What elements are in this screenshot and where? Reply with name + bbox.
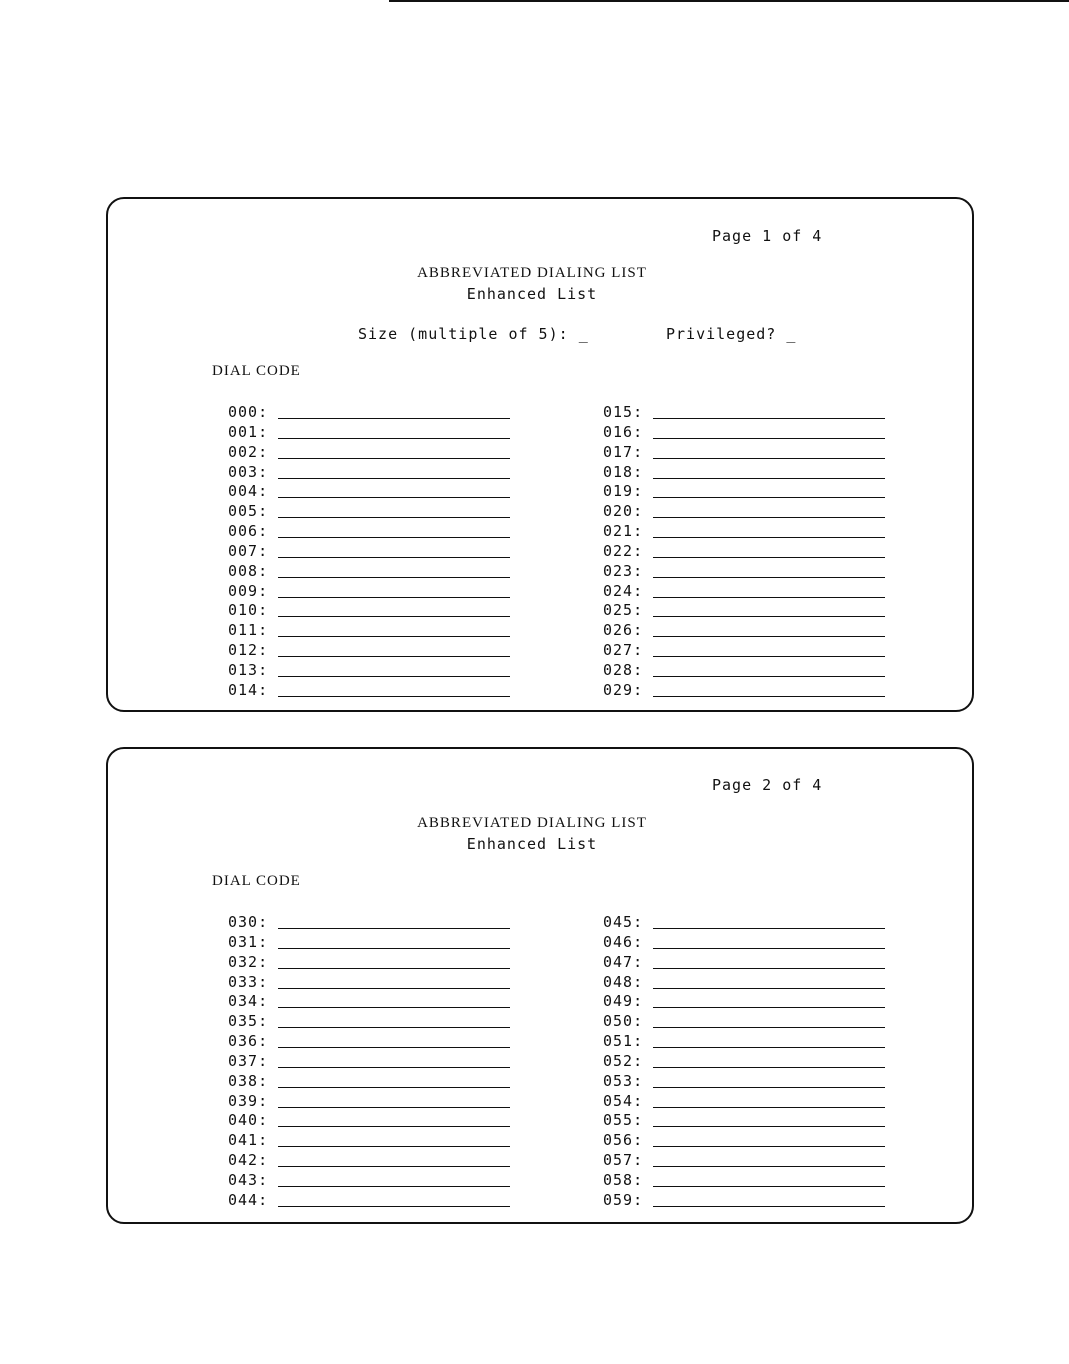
number-entry-line[interactable] xyxy=(653,696,885,697)
dial-code-label: 040: xyxy=(228,1111,269,1130)
number-entry-line[interactable] xyxy=(653,676,885,677)
number-entry-line[interactable] xyxy=(653,1087,885,1088)
number-entry-line[interactable] xyxy=(278,418,510,419)
privileged-label: Privileged? xyxy=(666,325,777,343)
number-entry-line[interactable] xyxy=(278,676,510,677)
dial-code-label: 054: xyxy=(603,1091,644,1110)
number-entry-line[interactable] xyxy=(278,1126,510,1127)
number-entry-line[interactable] xyxy=(278,928,510,929)
number-entry-line[interactable] xyxy=(653,438,885,439)
number-entry-line[interactable] xyxy=(653,636,885,637)
size-label: Size (multiple of 5): xyxy=(358,325,569,343)
number-entry-line[interactable] xyxy=(653,1126,885,1127)
dial-code-label: 050: xyxy=(603,1012,644,1031)
number-entry-line[interactable] xyxy=(653,1186,885,1187)
dial-code-label: 035: xyxy=(228,1012,269,1031)
number-entry-line[interactable] xyxy=(653,988,885,989)
number-entry-line[interactable] xyxy=(278,1067,510,1068)
dial-code-label: 058: xyxy=(603,1170,644,1189)
number-entry-line[interactable] xyxy=(653,1007,885,1008)
number-entry-line[interactable] xyxy=(653,1067,885,1068)
number-entry-line[interactable] xyxy=(278,557,510,558)
dial-code-label: 044: xyxy=(228,1190,269,1209)
dial-code-label: 010: xyxy=(228,601,269,620)
number-entry-line[interactable] xyxy=(278,537,510,538)
dial-code-label: 038: xyxy=(228,1071,269,1090)
number-entry-line[interactable] xyxy=(278,577,510,578)
dial-code-label: 014: xyxy=(228,680,269,699)
number-entry-line[interactable] xyxy=(278,1206,510,1207)
dial-code-label: 011: xyxy=(228,621,269,640)
dial-code-label: 048: xyxy=(603,972,644,991)
number-entry-line[interactable] xyxy=(653,968,885,969)
number-entry-line[interactable] xyxy=(653,1107,885,1108)
dial-code-label: 033: xyxy=(228,972,269,991)
dial-code-label: 013: xyxy=(228,660,269,679)
number-entry-line[interactable] xyxy=(278,616,510,617)
dial-code-label: 059: xyxy=(603,1190,644,1209)
dial-code-label: 022: xyxy=(603,541,644,560)
dial-code-label: 019: xyxy=(603,482,644,501)
number-entry-line[interactable] xyxy=(278,478,510,479)
dial-code-label: 029: xyxy=(603,680,644,699)
dialing-list-card-page-1 xyxy=(106,197,974,712)
number-entry-line[interactable] xyxy=(653,418,885,419)
number-entry-line[interactable] xyxy=(653,1027,885,1028)
dial-code-label: 003: xyxy=(228,462,269,481)
dial-code-label: 015: xyxy=(603,403,644,421)
number-entry-line[interactable] xyxy=(653,616,885,617)
dial-code-header: DIAL CODE xyxy=(212,873,301,889)
dial-code-label: 047: xyxy=(603,952,644,971)
dial-code-label: 055: xyxy=(603,1111,644,1130)
dial-code-label: 001: xyxy=(228,422,269,441)
dial-code-label: 049: xyxy=(603,992,644,1011)
dialing-list-card-page-2 xyxy=(106,747,974,1224)
dial-code-label: 043: xyxy=(228,1170,269,1189)
dial-code-label: 053: xyxy=(603,1071,644,1090)
number-entry-line[interactable] xyxy=(653,557,885,558)
number-entry-line[interactable] xyxy=(653,928,885,929)
number-entry-line[interactable] xyxy=(653,577,885,578)
number-entry-line[interactable] xyxy=(653,1146,885,1147)
page-label: Page 2 of 4 xyxy=(712,776,823,794)
list-subtitle: Enhanced List xyxy=(466,835,598,853)
number-entry-line[interactable] xyxy=(653,1166,885,1167)
dial-code-label: 005: xyxy=(228,502,269,521)
dial-code-label: 031: xyxy=(228,932,269,951)
number-entry-line[interactable] xyxy=(278,497,510,498)
number-entry-line[interactable] xyxy=(653,948,885,949)
number-entry-line[interactable] xyxy=(278,1087,510,1088)
number-entry-line[interactable] xyxy=(278,1027,510,1028)
number-entry-line[interactable] xyxy=(653,517,885,518)
number-entry-line[interactable] xyxy=(278,988,510,989)
dial-code-label: 006: xyxy=(228,522,269,541)
number-entry-line[interactable] xyxy=(278,438,510,439)
dial-code-label: 045: xyxy=(603,913,644,931)
number-entry-line[interactable] xyxy=(278,1146,510,1147)
dial-code-label: 007: xyxy=(228,541,269,560)
dial-code-label: 016: xyxy=(603,422,644,441)
size-field[interactable] xyxy=(358,325,589,343)
list-title: ABBREVIATED DIALING LIST xyxy=(417,265,647,281)
list-title: ABBREVIATED DIALING LIST xyxy=(417,815,647,831)
dial-code-label: 042: xyxy=(228,1151,269,1170)
dial-code-label: 039: xyxy=(228,1091,269,1110)
dial-code-label: 028: xyxy=(603,660,644,679)
number-entry-line[interactable] xyxy=(653,497,885,498)
number-entry-line[interactable] xyxy=(653,1206,885,1207)
dial-code-label: 020: xyxy=(603,502,644,521)
list-subtitle: Enhanced List xyxy=(466,285,598,303)
number-entry-line[interactable] xyxy=(278,636,510,637)
number-entry-line[interactable] xyxy=(278,1047,510,1048)
number-entry-line[interactable] xyxy=(653,458,885,459)
dial-code-label: 004: xyxy=(228,482,269,501)
privileged-value[interactable]: _ xyxy=(786,325,797,343)
dial-code-label: 027: xyxy=(603,641,644,660)
dial-code-label: 036: xyxy=(228,1032,269,1051)
number-entry-line[interactable] xyxy=(653,537,885,538)
dial-code-label: 023: xyxy=(603,561,644,580)
number-entry-line[interactable] xyxy=(653,656,885,657)
dial-code-label: 008: xyxy=(228,561,269,580)
dial-code-label: 056: xyxy=(603,1131,644,1150)
number-entry-line[interactable] xyxy=(278,1166,510,1167)
number-entry-line[interactable] xyxy=(278,968,510,969)
privileged-field[interactable] xyxy=(666,325,796,343)
dial-code-header: DIAL CODE xyxy=(212,363,301,379)
dial-code-label: 052: xyxy=(603,1051,644,1070)
dial-code-label: 030: xyxy=(228,913,269,931)
dial-code-label: 046: xyxy=(603,932,644,951)
dial-code-label: 002: xyxy=(228,442,269,461)
number-entry-line[interactable] xyxy=(278,948,510,949)
dial-code-label: 051: xyxy=(603,1032,644,1051)
number-entry-line[interactable] xyxy=(278,1186,510,1187)
dial-code-label: 017: xyxy=(603,442,644,461)
size-value[interactable]: _ xyxy=(578,325,589,343)
page-label: Page 1 of 4 xyxy=(712,227,823,245)
dial-code-label: 025: xyxy=(603,601,644,620)
dial-code-label: 032: xyxy=(228,952,269,971)
dial-code-label: 037: xyxy=(228,1051,269,1070)
dial-code-label: 012: xyxy=(228,641,269,660)
dial-code-label: 026: xyxy=(603,621,644,640)
number-entry-line[interactable] xyxy=(278,1007,510,1008)
dial-code-label: 021: xyxy=(603,522,644,541)
dial-code-label: 041: xyxy=(228,1131,269,1150)
number-entry-line[interactable] xyxy=(278,517,510,518)
dial-code-label: 024: xyxy=(603,581,644,600)
top-rule xyxy=(389,0,1069,2)
number-entry-line[interactable] xyxy=(278,696,510,697)
number-entry-line[interactable] xyxy=(278,656,510,657)
dial-code-label: 018: xyxy=(603,462,644,481)
number-entry-line[interactable] xyxy=(278,597,510,598)
dial-code-label: 009: xyxy=(228,581,269,600)
number-entry-line[interactable] xyxy=(653,597,885,598)
number-entry-line[interactable] xyxy=(653,1047,885,1048)
dial-code-label: 000: xyxy=(228,403,269,421)
dial-code-label: 034: xyxy=(228,992,269,1011)
number-entry-line[interactable] xyxy=(653,478,885,479)
number-entry-line[interactable] xyxy=(278,1107,510,1108)
dial-code-label: 057: xyxy=(603,1151,644,1170)
number-entry-line[interactable] xyxy=(278,458,510,459)
